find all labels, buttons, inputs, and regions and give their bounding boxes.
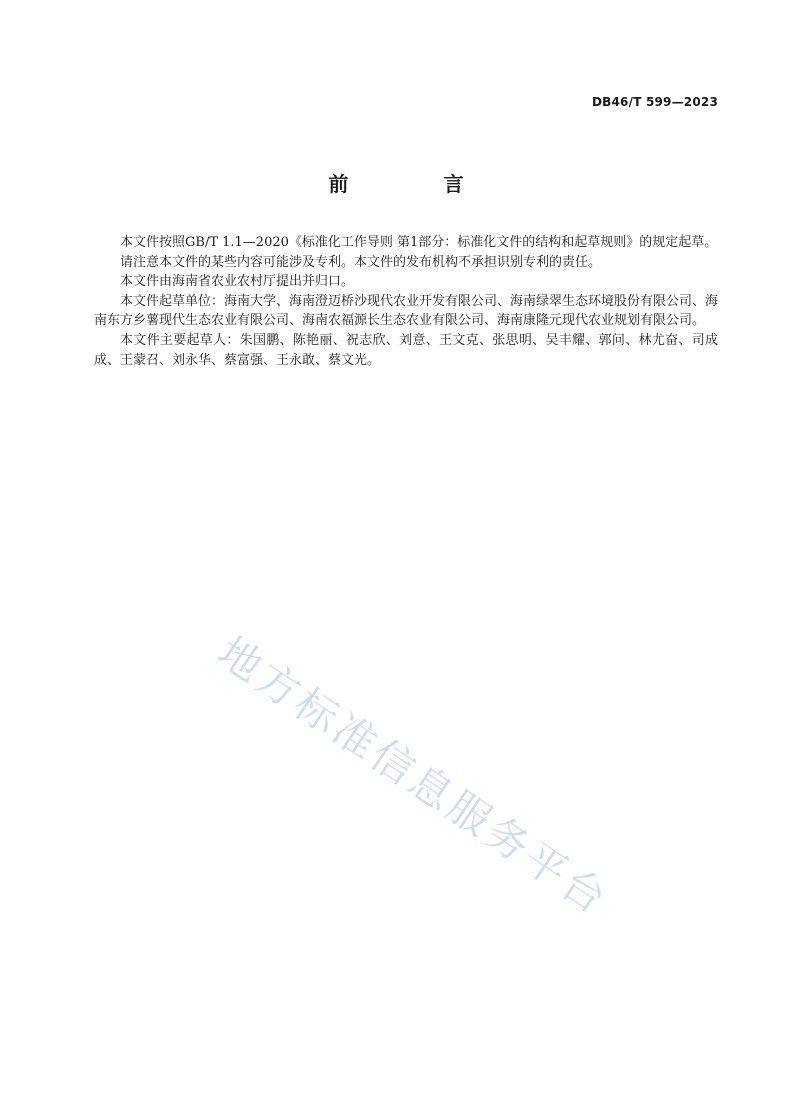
paragraph-patent-notice: 请注意本文件的某些内容可能涉及专利。本文件的发布机构不承担识别专利的责任。 xyxy=(120,254,602,270)
paragraph-drafting-units: 本文件起草单位：海南大学、海南澄迈桥沙现代农业开发有限公司、海南绿翠生态环境股份有限公司、海南东方乡薯现代生态农业有限公司、海南农福源长生态农业有限公司、海南康隆元现代农业规划有限公司。 xyxy=(94,293,719,329)
foreword-body xyxy=(94,233,718,370)
paragraph-drafting-rules: 本文件按照GB/T 1.1—2020《标准化工作导则 第1部分：标准化文件的结构和起草规则》的规定起草。 xyxy=(120,235,718,250)
paragraph-proposer: 本文件由海南省农业农村厅提出并归口。 xyxy=(120,274,355,290)
paragraph-drafters: 本文件主要起草人：朱国鹏、陈艳丽、祝志欣、刘意、王文克、张思明、吴丰耀、郭问、林尤奋、司成成、王蒙召、刘永华、蔡富强、王永敢、蔡文光。 xyxy=(94,332,718,368)
document-code: DB46/T 599—2023 xyxy=(592,95,718,109)
section-heading: 前 言 xyxy=(328,172,508,196)
watermark: 地方标准信息服务平台 xyxy=(209,627,618,926)
